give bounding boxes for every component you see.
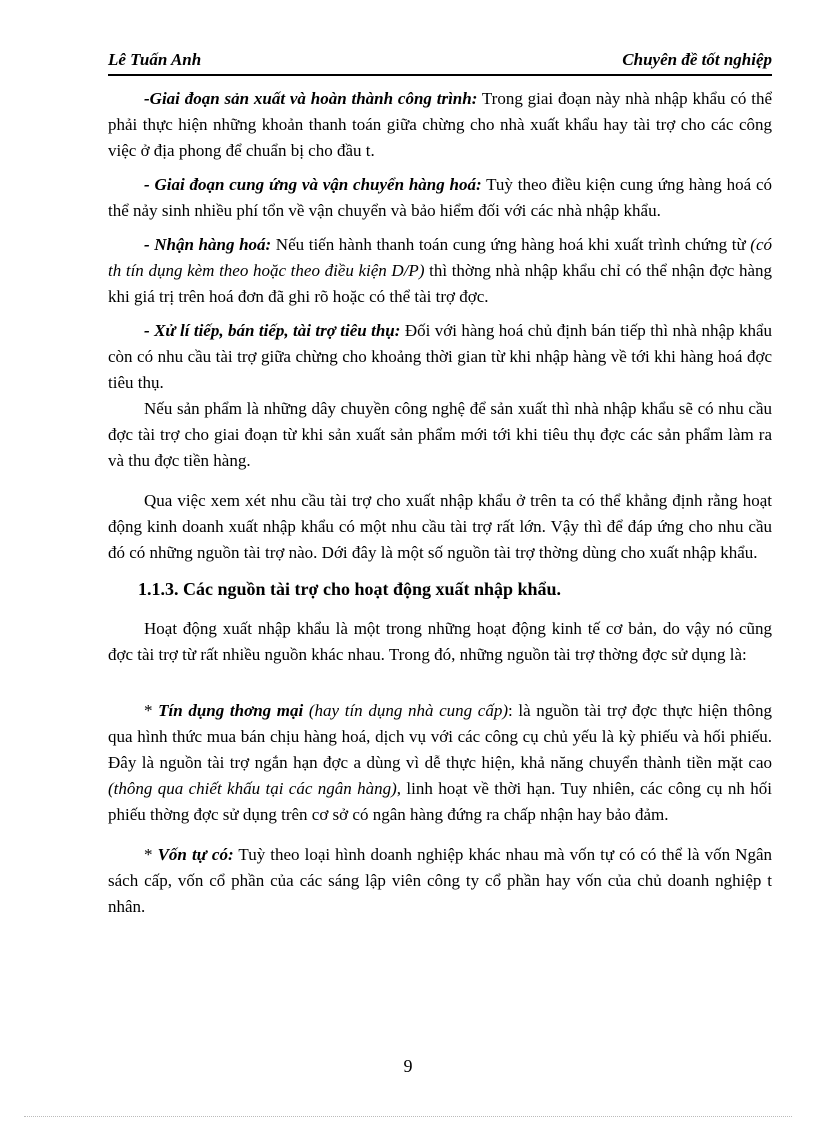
- paragraph-italic: (hay tín dụng nhà cung cấp): [303, 701, 508, 720]
- paragraph-italic: (thông qua chiết khấu tại các ngân hàng): [108, 779, 397, 798]
- paragraph-text: Đối với hàng hoá chủ định bán tiếp thì nhà nhập khẩu còn có nhu cầu tài trợ giữa chừng cho khoảng thời gian từ khi nhập hàng về tới khi hàng hoá đợc tiêu thụ.: [108, 321, 772, 392]
- paragraph-funding-intro: Hoạt động xuất nhập khẩu là một trong những hoạt động kinh tế cơ bản, do vậy nó cũng đợc tài trợ từ rất nhiều nguồn khác nhau. Trong đó, những nguồn tài trợ thờng đợc sử dụng là:: [108, 619, 772, 664]
- header-title: Chuyên đề tốt nghiệp: [622, 50, 772, 69]
- paragraph-lead: Vốn tự có:: [157, 845, 234, 864]
- paragraph-summary: Qua việc xem xét nhu cầu tài trợ cho xuất nhập khẩu ở trên ta có thể khẳng định rằng hoạt động kinh doanh xuất nhập khẩu có một nhu cầu tài trợ rất lớn. Vậy thì để đáp ứng cho nhu cầu đó có những nguồn tài trợ nào. Dới đây là một số nguồn tài trợ thờng dùng cho xuất nhập khẩu.: [108, 491, 772, 562]
- paragraph-text: , linh hoạt về thời hạn. Tuy nhiên, các công cụ nh hối phiếu thờng đợc sử dụng trên cơ sở có ngân hàng đứng ra chấp nhận hay bảo đảm.: [108, 779, 772, 824]
- paragraph-text: Trong giai đoạn này nhà nhập khẩu có thể phải thực hiện những khoản thanh toán giữa chừng cho nhà xuất khẩu hay tài trợ cho các công việc ở địa phong để chuẩn bị cho đầu t.: [108, 89, 772, 160]
- paragraph-lead: - Nhận hàng hoá:: [144, 235, 272, 254]
- paragraph-supply-stage: [108, 172, 772, 224]
- paragraph-text: thì thờng nhà nhập khẩu chỉ có thể nhận đợc hàng khi giá trị trên hoá đơn đã ghi rõ hoặc có thể tài trợ đợc.: [108, 261, 772, 306]
- paragraph-resale: [108, 318, 772, 396]
- paragraph-receiving-goods: [108, 232, 772, 310]
- paragraph-text: Nếu tiến hành thanh toán cung ứng hàng hoá khi xuất trình chứng từ: [271, 235, 751, 254]
- bullet-star: *: [144, 701, 159, 720]
- paragraph-text: Tuỳ theo điều kiện cung ứng hàng hoá có thể nảy sinh nhiều phí tổn về vận chuyển và bảo hiểm đối với các nhà nhập khẩu.: [108, 175, 772, 220]
- paragraph-production-stage: [108, 86, 772, 164]
- paragraph-italic: (có th tín dụng kèm theo hoặc theo điều kiện D/P): [108, 235, 772, 280]
- section-heading: 1.1.3. Các nguồn tài trợ cho hoạt động xuất nhập khẩu.: [138, 579, 562, 599]
- paragraph-lead: Tín dụng thơng mại: [158, 701, 304, 720]
- header-author: Lê Tuấn Anh: [108, 50, 202, 69]
- paragraph-trade-credit: [108, 698, 772, 828]
- paragraph-production-lines: Nếu sản phẩm là những dây chuyền công nghệ để sản xuất thì nhà nhập khẩu sẽ có nhu cầu đợc tài trợ cho giai đoạn từ khi sản xuất sản phẩm mới tới khi tiêu thụ đợc các sản phẩm làm ra và thu đợc tiền hàng.: [108, 399, 772, 470]
- paragraph-lead: - Xử lí tiếp, bán tiếp, tài trợ tiêu thụ:: [144, 321, 401, 340]
- page-header: [108, 46, 772, 76]
- bullet-star: *: [144, 845, 158, 864]
- page-bottom-divider: [24, 1116, 792, 1117]
- paragraph-equity: [108, 842, 772, 920]
- paragraph-text: Tuỳ theo loại hình doanh nghiệp khác nhau mà vốn tự có có thể là vốn Ngân sách cấp, vốn cổ phần của các sáng lập viên công ty cổ phần hay vốn của chủ doanh nghiệp t nhân.: [108, 845, 772, 916]
- page-number: 9: [403, 1056, 413, 1076]
- document-body: [108, 86, 772, 920]
- paragraph-lead: - Giai đoạn cung ứng và vận chuyển hàng hoá:: [144, 175, 482, 194]
- paragraph-text: : là nguồn tài trợ đợc thực hiện thông qua hình thức mua bán chịu hàng hoá, dịch vụ với các công cụ chủ yếu là kỳ phiếu và hối phiếu. Đây là nguồn tài trợ ngắn hạn đợc a dùng vì dễ thực hiện, khả năng chuyển thành tiền mặt cao: [108, 701, 772, 772]
- paragraph-lead: -Giai đoạn sản xuất và hoàn thành công trình:: [144, 89, 478, 108]
